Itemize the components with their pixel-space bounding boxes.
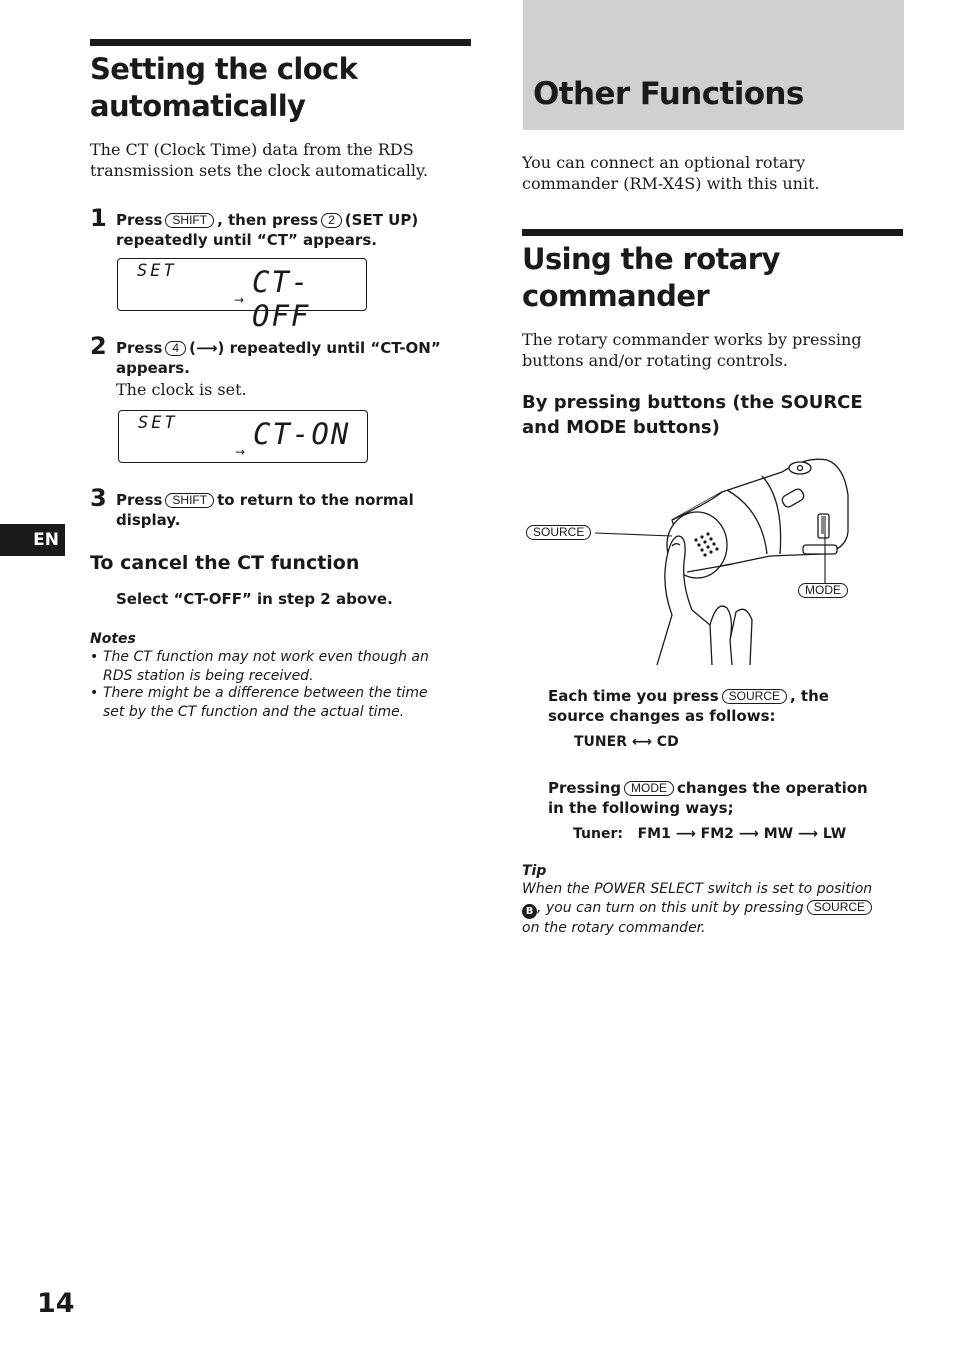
cancel-text: Select “CT-OFF” in step 2 above.: [116, 590, 393, 608]
tip-line1: When the POWER SELECT switch is set to position: [522, 881, 873, 897]
mode-sequence-values: FM1 ⟶ FM2 ⟶ MW ⟶ LW: [637, 826, 847, 842]
position-b-icon: [522, 904, 537, 919]
shift-key-icon: SHIFT: [165, 213, 214, 228]
buttons-subheading: [522, 390, 863, 440]
key-2-icon: 2: [321, 213, 342, 228]
source-sequence: TUNER ⟷ CD: [574, 734, 679, 750]
lcd-small-text: SET: [138, 413, 178, 433]
note-bullet: •: [90, 685, 99, 701]
lcd-big-text: CT-ON: [253, 417, 351, 451]
right-intro: [522, 152, 820, 194]
rotary-commander-illustration: [522, 450, 862, 675]
section-intro: [522, 329, 862, 371]
step-3-number: 3: [90, 484, 107, 512]
note-2-line1: There might be a difference between the time: [103, 685, 428, 701]
language-tab: [0, 524, 65, 556]
lcd-arrow-icon: →: [235, 445, 246, 459]
mode-label: MODE: [798, 583, 848, 598]
note-1-line1: The CT function may not work even though an: [103, 649, 429, 665]
mode-sequence-label: Tuner:: [573, 826, 623, 842]
lcd-small-text: SET: [137, 261, 177, 281]
step-1-setup: (SET UP): [344, 211, 419, 229]
step-2-text: [116, 338, 476, 378]
step-1-then: , then press: [217, 211, 319, 229]
step-2-rest: repeatedly until “CT-ON”: [229, 339, 441, 357]
step-1-text: [116, 210, 476, 250]
tip-line3: on the rotary commander.: [522, 919, 706, 936]
mode-sequence: [573, 825, 846, 843]
note-1-line2: RDS station is being received.: [103, 667, 314, 684]
section-title-line1: Using the rotary: [522, 242, 780, 276]
right-intro-line1: You can connect an optional rotary: [522, 153, 806, 172]
lcd-big-text: CT-OFF: [252, 265, 311, 333]
lcd-arrow-icon: →: [234, 293, 245, 307]
mode-instruction-t2: changes the operation: [676, 779, 868, 797]
step-1-press: Press: [116, 211, 163, 229]
left-intro-line1: The CT (Clock Time) data from the RDS: [90, 140, 414, 159]
notes-heading: Notes: [90, 631, 136, 647]
section-intro-line1: The rotary commander works by pressing: [522, 330, 862, 349]
language-tab-label: EN: [33, 530, 59, 550]
section-title-line2: commander: [522, 279, 710, 313]
left-title-line1: Setting the clock: [90, 52, 358, 86]
left-intro-line2: transmission sets the clock automatically.: [90, 161, 429, 180]
note-bullet: •: [90, 649, 99, 665]
note-2: [90, 684, 470, 721]
source-instruction-t1: Each time you press: [548, 687, 719, 705]
step-2-plain: The clock is set.: [116, 380, 247, 399]
step-2-number: 2: [90, 332, 107, 360]
lcd-display-ct-on: [118, 410, 368, 463]
step-3-rest: to return to the normal: [217, 491, 414, 509]
tip-line2: , you can turn on this unit by pressing: [537, 899, 804, 916]
source-instruction-line2: source changes as follows:: [548, 707, 776, 725]
key-4-icon: 4: [165, 341, 186, 356]
page-number: 14: [37, 1288, 75, 1319]
right-intro-line2: commander (RM-X4S) with this unit.: [522, 174, 820, 193]
banner: [523, 0, 904, 130]
step-2-press: Press: [116, 339, 163, 357]
cancel-heading: To cancel the CT function: [90, 552, 360, 574]
note-2-line2: set by the CT function and the actual time.: [103, 703, 405, 720]
step-2-arrow: (⟶): [189, 339, 225, 357]
source-instruction-t2: , the: [790, 687, 829, 705]
section-title: [522, 241, 780, 315]
mode-instruction: [548, 778, 898, 818]
banner-title: Other Functions: [533, 76, 804, 112]
step-2-line2: appears.: [116, 359, 190, 377]
buttons-subheading-line1: By pressing buttons (the SOURCE: [522, 392, 863, 413]
step-3-line2: display.: [116, 511, 181, 529]
rotary-commander-figure: [522, 450, 862, 675]
right-section-rule: [522, 229, 903, 236]
step-3-press: Press: [116, 491, 163, 509]
section-intro-line2: buttons and/or rotating controls.: [522, 351, 788, 370]
buttons-subheading-line2: and MODE buttons): [522, 417, 720, 438]
tip-text: [522, 880, 902, 937]
position-b-marker: B: [525, 905, 534, 917]
step-1-line2: repeatedly until “CT” appears.: [116, 231, 377, 249]
source-label: SOURCE: [526, 525, 591, 540]
left-title-rule: [90, 39, 471, 46]
source-instruction: [548, 686, 898, 726]
lcd-display-ct-off: [117, 258, 367, 333]
left-intro: [90, 139, 428, 181]
shift-key-icon: SHIFT: [165, 493, 214, 508]
tip-heading: Tip: [522, 863, 547, 879]
left-title: [90, 51, 357, 125]
mode-key-icon: MODE: [624, 781, 674, 796]
source-key-icon: SOURCE: [722, 689, 787, 704]
mode-instruction-line2: in the following ways;: [548, 799, 734, 817]
left-title-line2: automatically: [90, 89, 306, 123]
mode-instruction-t1: Pressing: [548, 779, 621, 797]
step-3-text: [116, 490, 476, 530]
step-1-number: 1: [90, 204, 107, 232]
note-1: [90, 648, 470, 685]
source-key-icon: SOURCE: [807, 900, 872, 915]
